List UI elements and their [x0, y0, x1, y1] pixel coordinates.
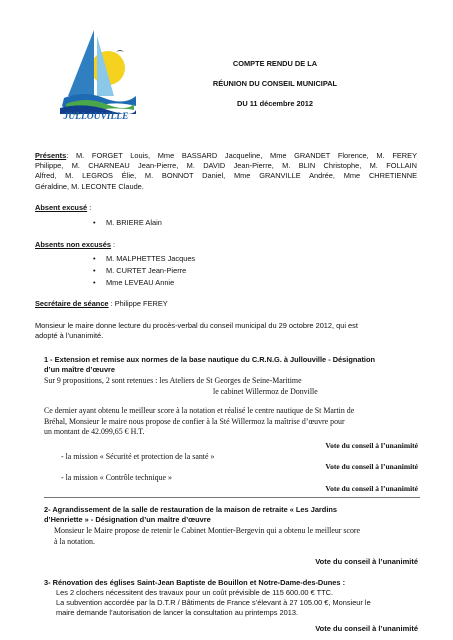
section-2-paragraph: Monsieur le Maire propose de retenir le Cabinet Montier-Bergevin qui a obtenu le meilleur score à la notation. [54, 526, 361, 546]
section-1-line-2: le cabinet Willermoz de Donville [213, 387, 318, 396]
section-divider [44, 497, 420, 498]
section-1-vote-1: Vote du conseil à l’unanimité [325, 441, 418, 450]
presents-line-3: Alfred, M. LEGROS Élie, M. BONNOT Daniel, Mme GRANVILLE Andrée, Mme CHRETIENNE [35, 171, 417, 181]
presents-line-4: Géraldine, M. LECONTE Claude. [35, 181, 144, 191]
section-1-mission-2: - la mission « Contrôle technique » [61, 473, 172, 482]
secretaire-label: Secrétaire de séance [35, 299, 109, 308]
presents-label: Présents [35, 151, 67, 160]
absent-non-excuse-item: • Mme LEVEAU Annie [106, 278, 174, 287]
section-3-vote: Vote du conseil à l’unanimité [315, 624, 418, 633]
section-1-mission-1: - la mission « Sécurité et protection de la santé » [61, 452, 215, 461]
absent-non-excuse-item: • M. MALPHETTES Jacques [106, 254, 195, 263]
intro-line-1: Monsieur le maire donne lecture du procès-verbal du conseil municipal du 29 octobre 2012, qui est [35, 321, 358, 330]
absent-excuse-item: • M. BRIERE Alain [106, 218, 162, 227]
absents-non-excuses-heading: Absents non excusés : [35, 240, 116, 249]
section-1-line-1: Sur 9 propositions, 2 sont retenues : les Ateliers de St Georges de Seine-Maritime [44, 376, 302, 385]
section-1-title: 1 - Extension et remise aux normes de la base nautique du C.R.N.G. à Jullouville - Désignation d’un maître d’œuvre [44, 355, 376, 375]
logo-wordmark: JULLOUVILLE [63, 112, 129, 122]
absent-non-excuse-item: • M. CURTET Jean-Pierre [106, 266, 186, 275]
section-1-vote-2: Vote du conseil à l’unanimité [325, 462, 418, 471]
section-3-paragraph: Les 2 clochers nécessitent des travaux pour un coût prévisible de 115 600.00 € TTC. La subvention accordée par la D.T.R / Bâtiments de France s’élevant à 27 105.00 €, Monsieur le maire demande l’autorisation de lancer la consultation au printemps 2013. [56, 588, 371, 618]
header-line-2: RÉUNION DU CONSEIL MUNICIPAL [212, 79, 338, 88]
jullouville-logo [56, 24, 136, 134]
header-line-3: DU 11 décembre 2012 [236, 99, 313, 108]
secretaire-line [35, 299, 168, 309]
secretaire-value: : Philippe FEREY [108, 299, 168, 308]
presents-line-1: : M. FORGET Louis, Mme BASSARD Jacqueline, Mme GRANDET Florence, M. FEREY [66, 151, 417, 160]
section-2-title: 2- Agrandissement de la salle de restauration de la maison de retraite « Les Jardins d’Henriette » - Désignation d’un maître d’œuvre [44, 505, 337, 525]
absents-non-excuses-label: Absents non excusés [35, 240, 111, 249]
section-1-vote-3: Vote du conseil à l’unanimité [325, 484, 418, 493]
intro-paragraph [35, 321, 419, 341]
presents-block [35, 151, 417, 192]
absent-excuse-label: Absent excusé [35, 203, 88, 212]
intro-line-2: adopté à l’unanimité. [35, 331, 104, 341]
absent-excuse-heading: Absent excusé : [35, 203, 92, 212]
section-2-vote: Vote du conseil à l’unanimité [315, 557, 418, 566]
header-line-1: COMPTE RENDU DE LA [232, 59, 318, 68]
section-1-paragraph: Ce dernier ayant obtenu le meilleur score à la notation et réalisé le centre nautique de St Martin de Bréhal, Monsieur le maire nous propose de confier à la Sté Willermoz la maîtrise d’œuvre pour un montant de 42.099,65 € H.T. [44, 406, 355, 437]
section-3-title: 3- Rénovation des églises Saint-Jean Baptiste de Bouillon et Notre-Dame-des-Dunes : [44, 578, 346, 587]
presents-line-2: Philippe, M. CHARNEAU Jean-Pierre, M. DAVID Jean-Pierre, M. BLIN Christophe, M. FOLLAIN [35, 161, 417, 171]
